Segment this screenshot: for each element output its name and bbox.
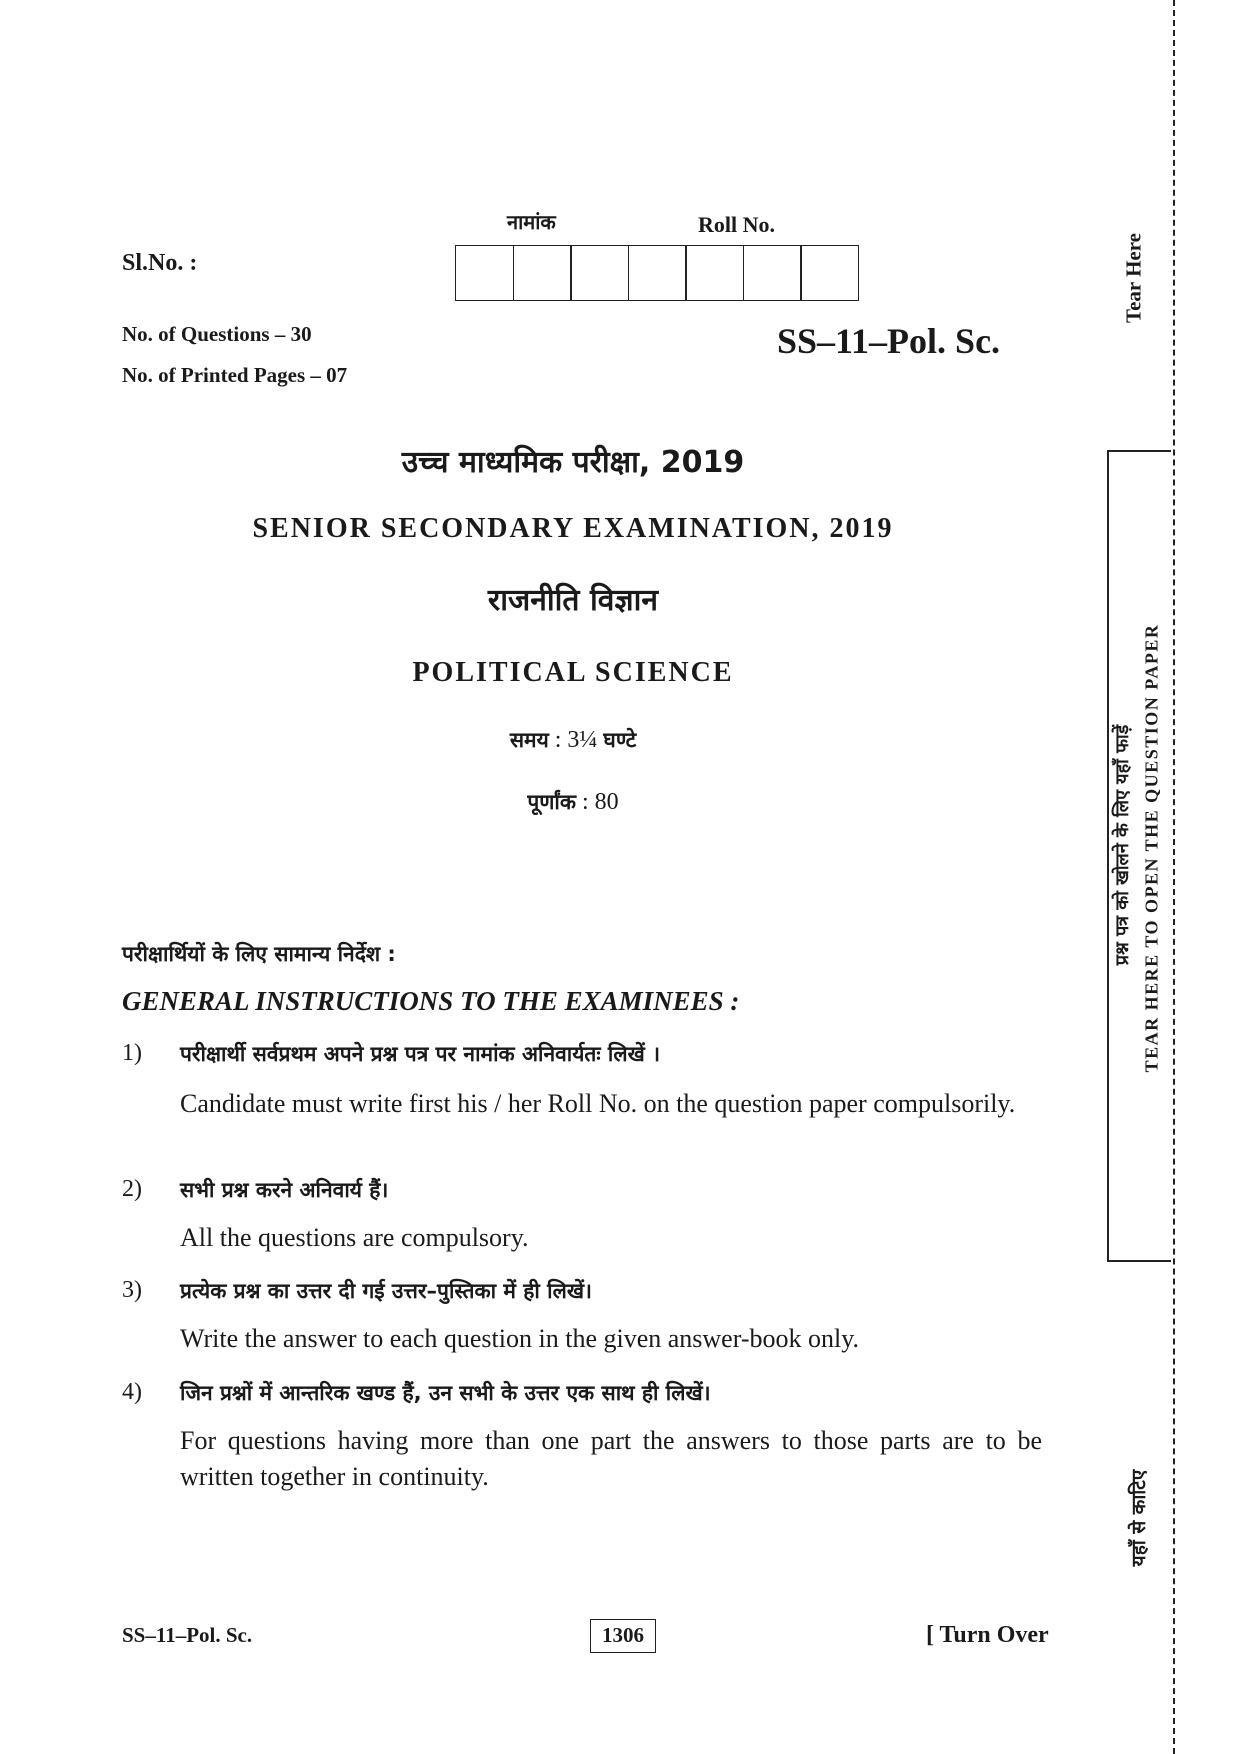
instructions-heading-hindi: परीक्षार्थियों के लिए सामान्य निर्देश : <box>122 942 396 966</box>
tear-instruction-hindi: प्रश्न पत्र को खोलने के लिए यहाँ फाड़ें <box>1112 724 1133 966</box>
roll-digit-box[interactable] <box>800 245 859 301</box>
time-value: : 3¼ <box>554 727 598 753</box>
paper-code: SS–11–Pol. Sc. <box>777 321 1001 361</box>
instruction-item-3 <box>122 1277 1042 1357</box>
instruction-number: 1) <box>122 1040 142 1066</box>
instruction-item-2 <box>122 1176 1042 1256</box>
roll-digit-box[interactable] <box>743 245 802 301</box>
time-allowed <box>0 726 1241 754</box>
roll-digit-box[interactable] <box>628 245 687 301</box>
instruction-text-english: For questions having more than one part the answers to those parts are to be written together in continuity. <box>180 1426 1042 1491</box>
marks-label: पूर्णांक <box>527 790 576 814</box>
cut-here-hindi: यहाँ से काटिए <box>1128 1469 1150 1567</box>
serial-number-label: Sl.No. : <box>122 250 198 276</box>
instruction-item-1 <box>122 1040 1042 1122</box>
roll-digit-box[interactable] <box>570 245 629 301</box>
instruction-text-hindi: परीक्षार्थी सर्वप्रथम अपने प्रश्न पत्र पर नामांक अनिवार्यतः लिखें । <box>180 1042 661 1066</box>
instruction-text-english: Write the answer to each question in the given answer-book only. <box>180 1324 860 1353</box>
subject-title-hindi: राजनीति विज्ञान <box>487 583 659 618</box>
instruction-number: 2) <box>122 1176 142 1202</box>
exam-title-english: SENIOR SECONDARY EXAMINATION, 2019 <box>252 513 894 544</box>
time-unit: घण्टे <box>603 728 637 752</box>
roll-label-english: Roll No. <box>698 212 775 237</box>
instruction-number: 3) <box>122 1277 142 1303</box>
number-of-questions: No. of Questions – 30 <box>122 322 312 346</box>
tear-here-label: Tear Here <box>1121 232 1146 324</box>
roll-number-boxes[interactable] <box>455 245 859 301</box>
footer-center-code: 1306 <box>590 1619 656 1653</box>
instruction-number: 4) <box>122 1379 142 1405</box>
subject-title-english: POLITICAL SCIENCE <box>412 657 734 688</box>
time-label: समय <box>509 728 549 752</box>
instruction-text-hindi: सभी प्रश्न करने अनिवार्य हैं। <box>180 1178 389 1202</box>
footer-paper-code: SS–11–Pol. Sc. <box>122 1623 253 1647</box>
instruction-text-hindi: प्रत्येक प्रश्न का उत्तर दी गई उत्तर–पुस्तिका में ही लिखें। <box>180 1279 592 1303</box>
tear-perforation-line <box>1173 0 1175 1754</box>
roll-digit-box[interactable] <box>455 245 514 301</box>
instruction-text-english: All the questions are compulsory. <box>180 1223 529 1252</box>
turn-over-label: [ Turn Over <box>926 1622 1049 1648</box>
instruction-item-4 <box>122 1379 1042 1495</box>
instruction-text-hindi: जिन प्रश्नों में आन्तरिक खण्ड हैं, उन सभी के उत्तर एक साथ ही लिखें। <box>180 1381 711 1405</box>
marks-value: : 80 <box>582 789 619 815</box>
instructions-heading-english: GENERAL INSTRUCTIONS TO THE EXAMINEES : <box>122 986 740 1016</box>
exam-title-hindi: उच्च माध्यमिक परीक्षा, 2019 <box>401 445 745 480</box>
roll-digit-box[interactable] <box>513 245 572 301</box>
roll-label-hindi: नामांक <box>507 210 556 234</box>
tear-instruction-english: TEAR HERE TO OPEN THE QUESTION PAPER <box>1141 623 1162 1073</box>
roll-digit-box[interactable] <box>685 245 744 301</box>
maximum-marks <box>0 788 1241 816</box>
number-of-pages: No. of Printed Pages – 07 <box>122 363 348 387</box>
instruction-text-english: Candidate must write first his / her Roll No. on the question paper compulsorily. <box>180 1089 1016 1118</box>
